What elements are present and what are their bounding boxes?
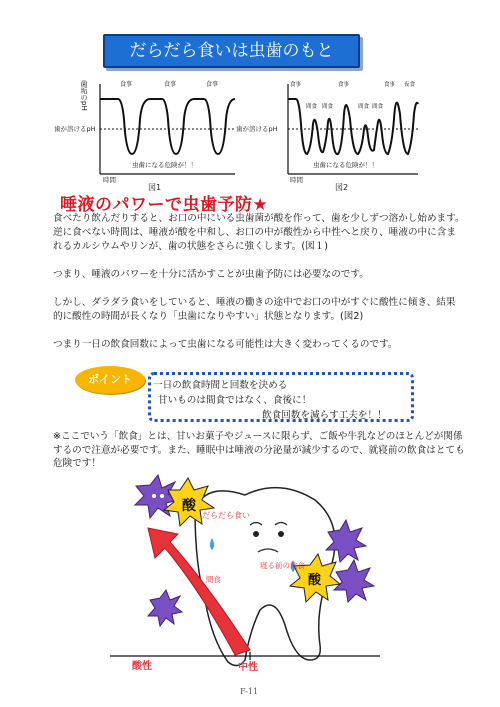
fig1-y-label: 歯垢のpH [80, 80, 88, 111]
germ-mid-left [148, 590, 182, 626]
figure-2-graph [268, 74, 428, 184]
fig2-meal-label-8: 夜食 [404, 82, 416, 88]
paragraph-4: つまり一日の飲食回数によって虫歯になる可能性は大きく変わってくるのです。 [53, 339, 398, 350]
fig2-meal-label-4: 食事 [338, 82, 350, 88]
fig1-x-label: 時間 [103, 176, 116, 184]
fig2-threshold-label: 歯が溶けるpH [236, 125, 278, 133]
section-heading: 唾液のパワーで虫歯予防★ [60, 195, 269, 215]
fig1-meal-label-1: 食事 [120, 81, 133, 88]
point-line-3: 飲食回数を減らす工夫を！！ [262, 410, 387, 421]
label-acidic: 酸性 [132, 661, 152, 672]
figure-2-svg [268, 74, 428, 184]
fig1-danger-label: 虫歯になる危険が！！ [132, 161, 197, 169]
acid-label-top: 酸 [182, 498, 196, 514]
fig1-ph-curve [100, 99, 235, 154]
fig2-meal-label-6: 間食 [372, 104, 384, 110]
tooth-illustration [110, 470, 380, 679]
tooth-pupil-left [253, 531, 259, 537]
tooth-pupil-right [278, 531, 284, 537]
fig2-meal-label-2: 間食 [306, 104, 318, 110]
paragraph-2: つまり、唾液のパワーを十分に活かすことが虫歯予防には必要なのです。 [53, 269, 369, 280]
fig2-danger-label: 虫歯になる危険が！！ [313, 161, 378, 169]
paragraph-3: しかし、ダラダラ食いをしていると、唾液の働きの途中でお口の中がすぐに酸性に傾き、結果的に酸性の時間が長くなり「虫歯になりやすい」状態となります。(図2) [53, 297, 456, 322]
point-line-2: 甘いものは間食ではなく、食後に！ [158, 395, 312, 406]
fig1-threshold-label: 歯が溶けるpH [54, 125, 96, 133]
point-line-1: 一日の飲食時間と回数を決める [153, 380, 288, 391]
fig1-meal-label-2: 食事 [164, 81, 177, 88]
paragraph-1: 食べたり飲んだりすると、お口の中にいる虫歯菌が酸を作って、歯を少しずつ溶かし始めます。逆に食べない時間は、唾液が酸を中和し、お口の中が酸性から中性へと戻り、唾液の中に含まれるカルシウムやリンが、歯の状態をさらに強くします。(図１) [53, 213, 465, 252]
label-snack: 間食 [206, 575, 221, 584]
germ-right-bottom [334, 560, 374, 602]
label-before-sleep: 寝る前の飲食 [260, 561, 305, 570]
label-neutral: 中性 [238, 662, 258, 673]
fig2-meal-label-1: 食事 [290, 82, 302, 88]
fig1-caption: 図1 [148, 183, 162, 192]
page-number: F-11 [240, 687, 259, 696]
page-title: だらだら食いは虫歯のもと [103, 34, 360, 68]
tooth-illustration-svg [110, 470, 380, 675]
acid-label-right: 酸 [308, 573, 322, 588]
fig1-meal-label-3: 食事 [206, 81, 219, 88]
fig2-x-label: 時間 [290, 176, 303, 184]
fig2-meal-label-7: 食事 [384, 82, 396, 88]
fig2-meal-label-3: 間食 [322, 104, 334, 110]
point-badge: ポイント [75, 366, 145, 394]
label-daradara: だらだら食い [202, 511, 250, 520]
fig2-caption: 図2 [335, 183, 349, 192]
fig2-meal-label-5: 間食 [358, 104, 370, 110]
note-text: ※ここでいう「飲食」とは、甘いお菓子やジュースに限らず、ご飯や牛乳などのほとんどが関係するので注意が必要です。また、睡眠中は唾液の分泌量が減少するので、就寝前の飲食はとても危険です！ [53, 431, 465, 469]
